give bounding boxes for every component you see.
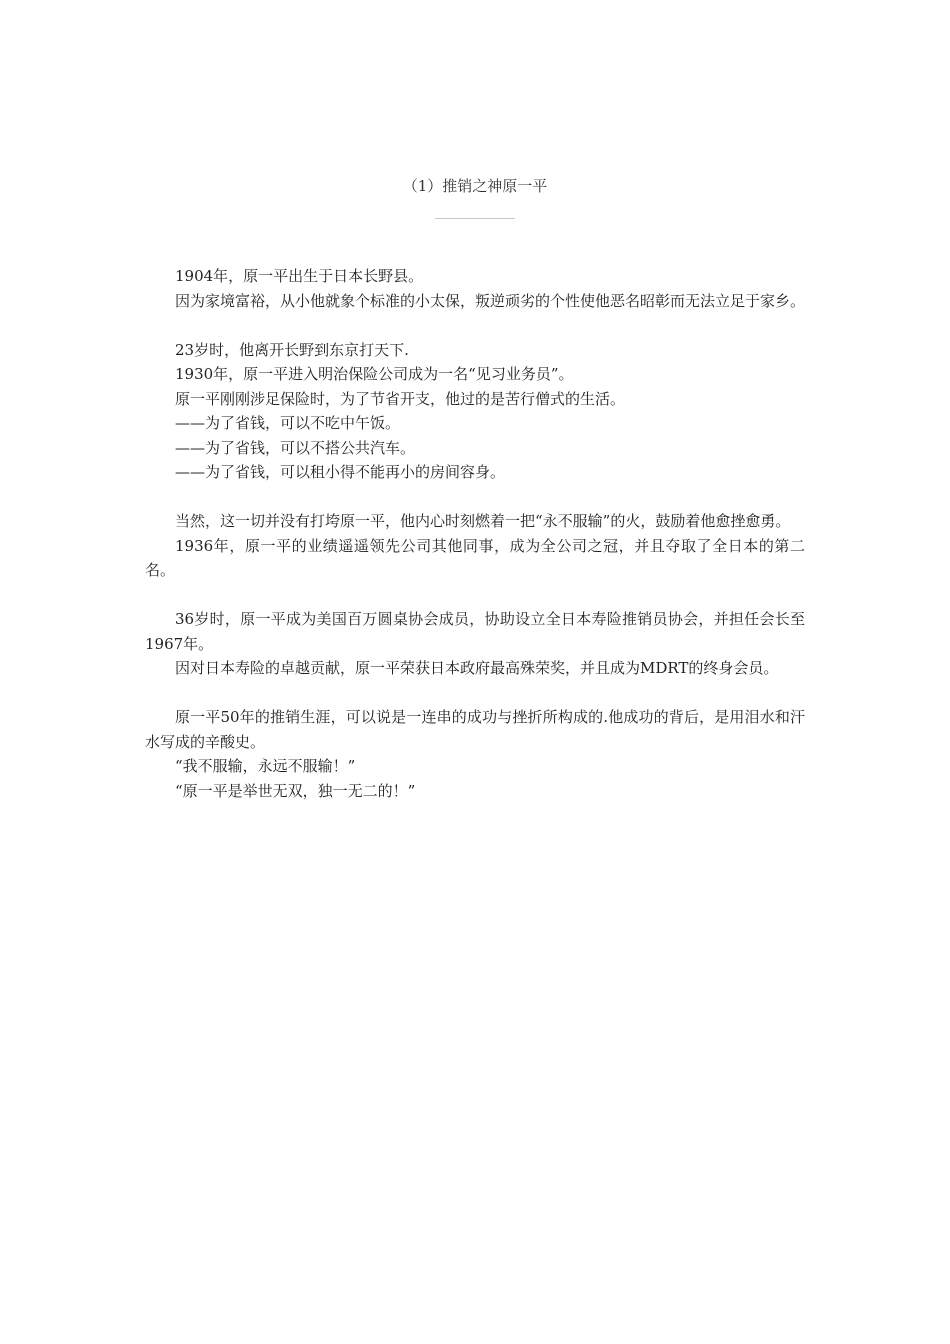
- list-item: ——为了省钱，可以租小得不能再小的房间容身。: [175, 463, 506, 481]
- section-gap: [145, 485, 805, 510]
- paragraph: 36岁时，原一平成为美国百万圆桌协会成员，协助设立全日本寿险推销员协会，并担任会长至1967年。: [145, 610, 805, 653]
- section-gap: [145, 313, 805, 338]
- quote: “原一平是举世无双，独一无二的！”: [175, 781, 416, 800]
- paragraph: 1936年，原一平的业绩遥遥领先公司其他同事，成为全公司之冠，并且夺取了全日本的第二名。: [145, 536, 805, 579]
- quote: “我不服输，永远不服输！”: [175, 757, 356, 775]
- section-early-career: [145, 338, 805, 485]
- section-conclusion: [145, 705, 805, 803]
- section-birth: [145, 264, 805, 313]
- paragraph: 因为家境富裕，从小他就象个标准的小太保，叛逆顽劣的个性使他恶名昭彰而无法立足于家乡。: [175, 291, 806, 310]
- section-success: [145, 509, 805, 583]
- paragraph: 23岁时，他离开长野到东京打天下.: [175, 340, 409, 359]
- paragraph: 原一平50年的推销生涯，可以说是一连串的成功与挫折所构成的.他成功的背后，是用泪水和汗水写成的辛酸史。: [145, 708, 805, 751]
- paragraph: 因对日本寿险的卓越贡献，原一平荣获日本政府最高殊荣奖，并且成为MDRT的终身会员。: [175, 659, 779, 677]
- document-body: [145, 264, 805, 803]
- section-gap: [145, 681, 805, 706]
- section-honors: [145, 607, 805, 681]
- list-item: ——为了省钱，可以不搭公共汽车。: [175, 438, 416, 457]
- document-title: （1）推销之神原一平: [402, 177, 548, 195]
- paragraph: 1904年，原一平出生于日本长野县。: [175, 267, 424, 285]
- paragraph: 当然，这一切并没有打垮原一平，他内心时刻燃着一把“永不服输”的火，鼓励着他愈挫愈勇。: [175, 512, 791, 530]
- list-item: ——为了省钱，可以不吃中午饭。: [175, 414, 401, 432]
- section-gap: [145, 583, 805, 608]
- paragraph: 原一平刚刚涉足保险时，为了节省开支，他过的是苦行僧式的生活。: [175, 389, 626, 408]
- paragraph: 1930年，原一平进入明治保险公司成为一名“见习业务员”。: [175, 365, 574, 383]
- title-divider: [435, 218, 515, 219]
